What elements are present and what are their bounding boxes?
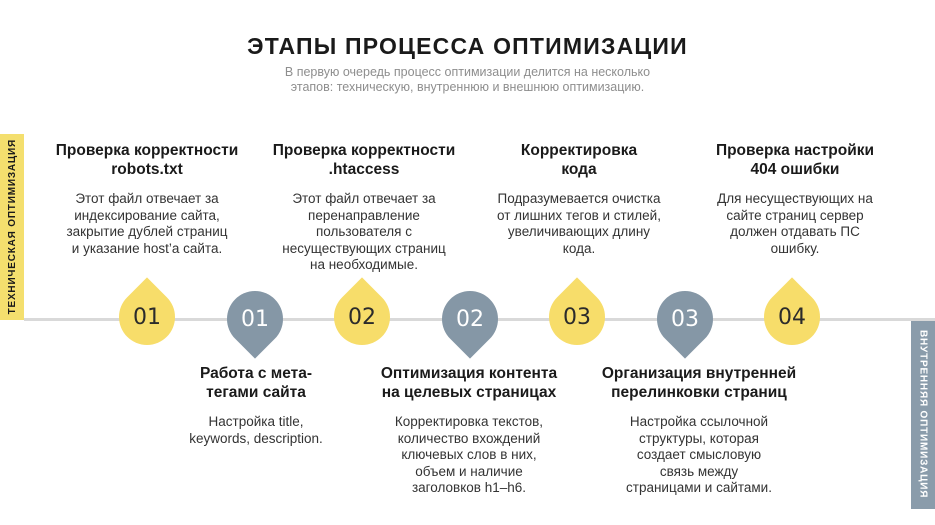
internal-step-2: [364, 364, 574, 497]
internal-step-1: [151, 364, 361, 447]
step-title: Проверка настройки 404 ошибки: [715, 142, 875, 178]
technical-step-2: [259, 141, 469, 274]
internal-step-3: [594, 364, 804, 497]
marker-technical-2: [322, 277, 401, 356]
page-title: ЭТАПЫ ПРОЦЕССА ОПТИМИЗАЦИИ: [247, 33, 688, 59]
page-subtitle: В первую очередь процесс оптимизации делится на несколько этапов: техническую, внутреннюю и внешнюю оптимизацию.: [284, 65, 651, 94]
step-description: Настройка ссылочной структуры, которая создает смысловую связь между страницами и сайтами.: [626, 414, 772, 495]
marker-number: 03: [563, 304, 591, 330]
technical-step-3: [474, 141, 684, 257]
marker-number: 02: [456, 306, 484, 332]
marker-number: 04: [778, 304, 806, 330]
step-title: Оптимизация контента на целевых страницах: [380, 365, 558, 401]
marker-internal-1: [215, 279, 294, 358]
step-description: Для несуществующих на сайте страниц сервер должен отдавать ПС ошибку.: [717, 191, 873, 256]
technical-optimization-label: ТЕХНИЧЕСКАЯ ОПТИМИЗАЦИЯ: [6, 139, 18, 315]
internal-optimization-tab: [911, 320, 935, 509]
marker-internal-3: [645, 279, 724, 358]
step-description: Корректировка текстов, количество вхождений ключевых слов в них, объем и наличие заголовков h1–h6.: [394, 414, 544, 495]
step-description: Этот файл отвечает за индексирование сайта, закрытие дублей страниц и указание host’а сайта.: [66, 191, 228, 256]
marker-number: 01: [133, 304, 161, 330]
technical-step-1: [42, 141, 252, 257]
step-title: Организация внутренней перелинковки страниц: [601, 365, 797, 401]
marker-internal-2: [430, 279, 509, 358]
marker-technical-1: [107, 277, 186, 356]
marker-number: 03: [671, 306, 699, 332]
step-description: Этот файл отвечает за перенаправление пользователя с несуществующих страниц на необходимые.: [282, 191, 446, 272]
step-description: Подразумевается очистка от лишних тегов и стилей, увеличивающих длину кода.: [497, 191, 661, 256]
marker-number: 01: [241, 306, 269, 332]
marker-technical-3: [537, 277, 616, 356]
internal-optimization-label: ВНУТРЕННЯЯ ОПТИМИЗАЦИЯ: [917, 330, 929, 499]
marker-technical-4: [752, 277, 831, 356]
technical-optimization-tab: [0, 134, 24, 320]
step-title: Работа с мета- тегами сайта: [199, 365, 313, 401]
technical-step-4: [690, 141, 900, 257]
marker-number: 02: [348, 304, 376, 330]
step-title: Проверка корректности .htaccess: [272, 142, 456, 178]
step-description: Настройка title, keywords, description.: [189, 414, 323, 446]
step-title: Проверка корректности robots.txt: [55, 142, 239, 178]
step-title: Корректировка кода: [520, 142, 638, 178]
